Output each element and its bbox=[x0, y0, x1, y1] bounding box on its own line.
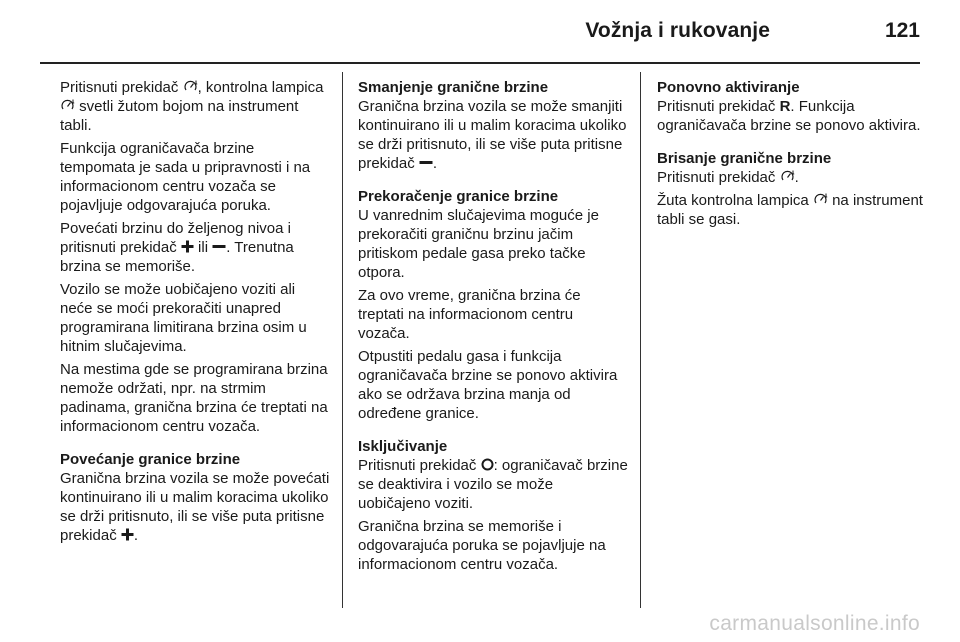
paragraph: Granična brzina vozila se može smanjiti kontinuirano ili u malim koracima ukoliko se drži pritisnuto, ili se više puta pritisne prekidač . bbox=[358, 98, 627, 172]
paragraph: Pritisnuti prekidač : ograničavač brzine se deaktivira i vozilo se može uobičajeno voziti. bbox=[358, 457, 628, 512]
column-1 bbox=[60, 78, 330, 549]
section-title: Vožnja i rukovanje bbox=[585, 19, 770, 42]
plus-icon bbox=[121, 528, 134, 541]
paragraph: Funkcija ograničavača brzine tempomata je sada u pripravnosti i na informacionom centru vozača se pojavljuje odgovarajuća poruka. bbox=[60, 140, 311, 214]
plus-icon bbox=[181, 240, 194, 253]
paragraph: Pritisnuti prekidač , kontrolna lampica svetli žutom bojom na instrument tabli. bbox=[60, 79, 324, 134]
speed-limiter-icon bbox=[60, 99, 75, 112]
subheading-delete: Brisanje granične brzine bbox=[657, 150, 832, 167]
speed-limiter-icon bbox=[183, 80, 198, 93]
watermark: carmanualsonline.info bbox=[709, 612, 920, 635]
paragraph: Vozilo se može uobičajeno voziti ali neće se moći prekoračiti unapred programirana limitirana brzina osim u hitnim slučajevima. bbox=[60, 281, 307, 355]
paragraph: Na mestima gde se programirana brzina nemože održati, npr. na strmim padinama, granična brzina će treptati na informacionom centru vozača. bbox=[60, 361, 328, 435]
resume-r-icon: R bbox=[779, 98, 791, 115]
speed-limiter-icon bbox=[780, 170, 795, 183]
paragraph: Povećati brzinu do željenog nivoa i pritisnuti prekidač ili . Trenutna brzina se memoriše. bbox=[60, 220, 294, 275]
column-3 bbox=[657, 78, 927, 233]
paragraph: Za ovo vreme, granična brzina će treptati na informacionom centru vozača. bbox=[358, 287, 581, 342]
header-divider bbox=[40, 62, 920, 64]
paragraph: U vanrednim slučajevima moguće je prekoračiti graničnu brzinu jačim pritiskom pedale gasa preko tačke otpora. bbox=[358, 207, 599, 281]
subheading-reactivate: Ponovno aktiviranje bbox=[657, 79, 800, 96]
off-circle-icon bbox=[481, 458, 494, 471]
subheading-increase: Povećanje granice brzine bbox=[60, 451, 241, 468]
subheading-exceed: Prekoračenje granice brzine bbox=[358, 188, 559, 205]
paragraph: Otpustiti pedalu gasa i funkcija ograničavača brzine se ponovo aktivira ako se održava brzina manja od određene granice. bbox=[358, 348, 618, 422]
paragraph: Pritisnuti prekidač R. Funkcija ograničavača brzine se ponovo aktivira. bbox=[657, 98, 921, 134]
paragraph: Žuta kontrolna lampica na instrument tabli se gasi. bbox=[657, 192, 923, 228]
minus-icon bbox=[212, 240, 226, 253]
subheading-decrease: Smanjenje granične brzine bbox=[358, 79, 549, 96]
speed-limiter-icon bbox=[813, 193, 828, 206]
column-divider-2 bbox=[640, 72, 641, 608]
paragraph: Granična brzina se memoriše i odgovarajuća poruka se pojavljuje na informacionom centru vozača. bbox=[358, 518, 606, 573]
paragraph: Granična brzina vozila se može povećati kontinuirano ili u malim koracima ukoliko se drži pritisnuto, ili se više puta pritisne prekidač . bbox=[60, 470, 330, 544]
column-2 bbox=[358, 78, 628, 578]
page-number: 121 bbox=[884, 19, 920, 42]
paragraph: Pritisnuti prekidač . bbox=[657, 169, 799, 186]
subheading-off: Isključivanje bbox=[358, 438, 448, 455]
column-divider-1 bbox=[342, 72, 343, 608]
minus-icon bbox=[419, 156, 433, 169]
